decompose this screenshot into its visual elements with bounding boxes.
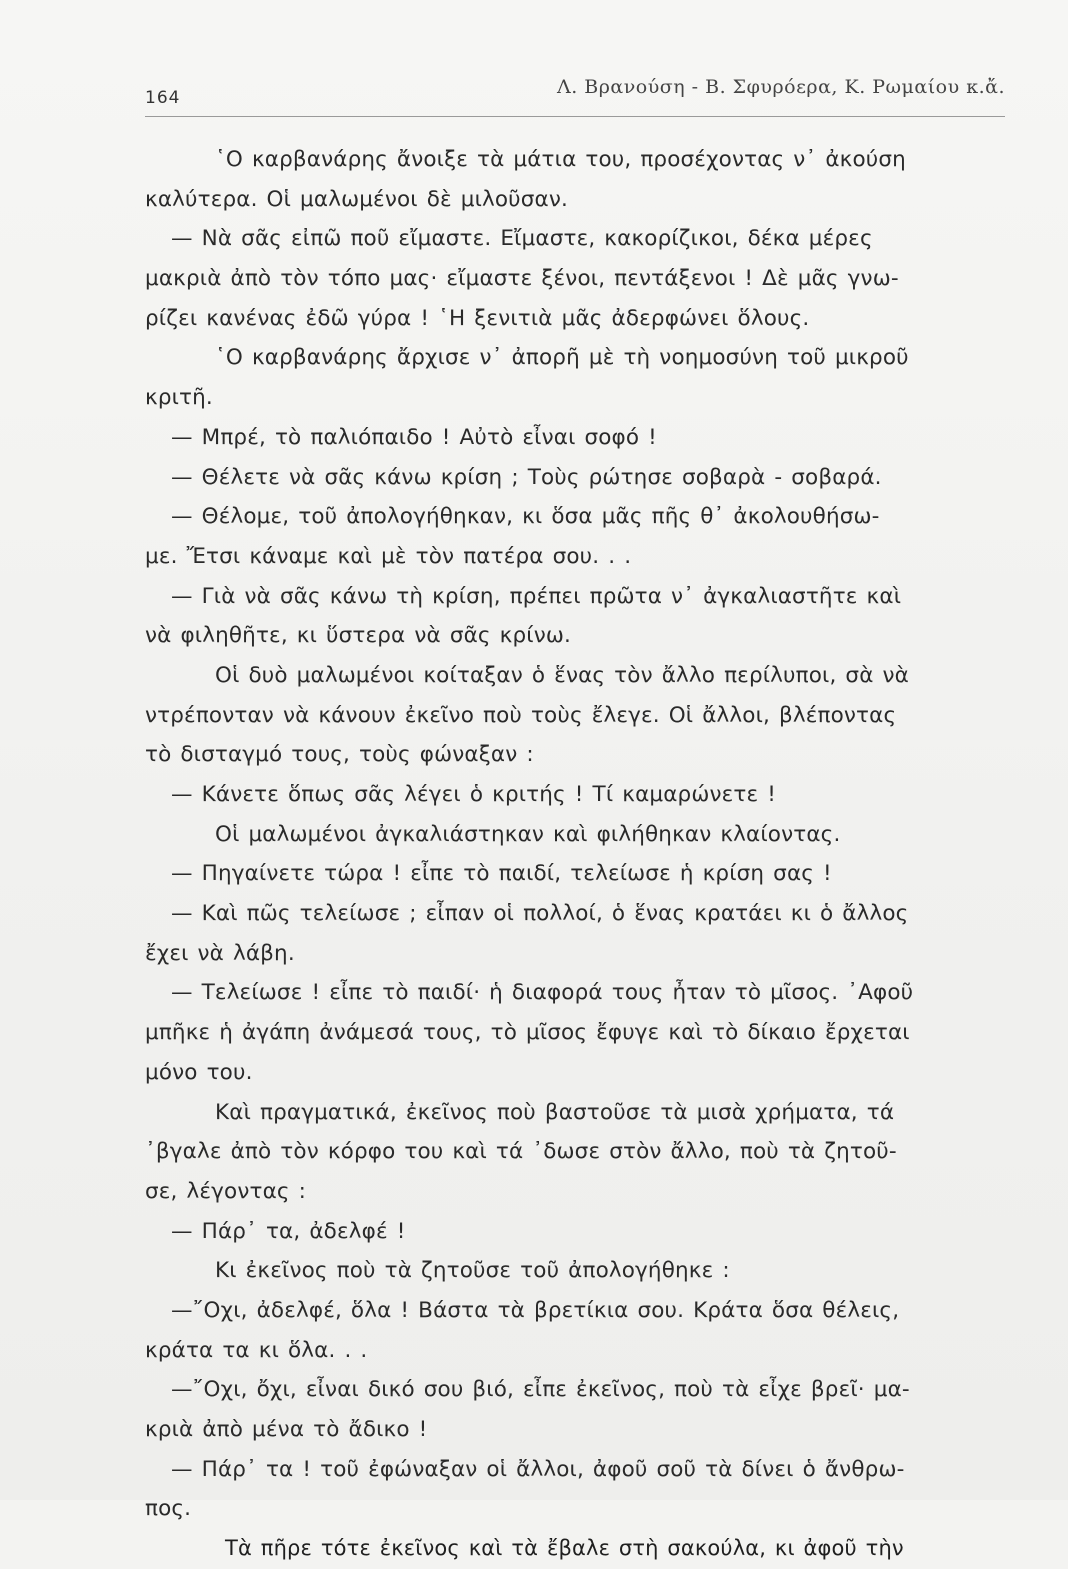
text-line: —῎Οχι, ἀδελφέ, ὅλα ! Βάστα τὰ βρετίκια σου. Κράτα ὅσα θέλεις, xyxy=(171,1297,900,1323)
text-line: ᾿βγαλε ἀπὸ τὸν κόρφο του καὶ τά ᾿δωσε στὸν ἄλλο, ποὺ τὰ ζητοῦ- xyxy=(145,1139,897,1165)
text-line: μακριὰ ἀπὸ τὸν τόπο μας· εἴμαστε ξένοι, πεντάξενοι ! Δὲ μᾶς γνω- xyxy=(145,266,899,292)
text-line: κριὰ ἀπὸ μένα τὸ ἄδικο ! xyxy=(145,1417,428,1442)
text-line: κράτα τα κι ὅλα. . . xyxy=(145,1337,368,1363)
body-text xyxy=(145,140,1015,1569)
text-line: — Γιὰ νὰ σᾶς κάνω τὴ κρίση, πρέπει πρῶτα ν᾿ ἀγκαλιαστῆτε καὶ xyxy=(171,583,902,609)
text-line: ἔχει νὰ λάβη. xyxy=(145,940,295,966)
text-line: καλύτερα. Οἱ μαλωμένοι δὲ μιλοῦσαν. xyxy=(145,186,569,212)
text-line: μόνο του. xyxy=(145,1059,253,1085)
text-line: Οἱ δυὸ μαλωμένοι κοίταξαν ὁ ἕνας τὸν ἄλλο περίλυποι, σὰ νὰ xyxy=(215,662,909,688)
text-line: ῾Ο καρβανάρης ἄνοιξε τὰ μάτια του, προσέχοντας ν᾿ ἀκούση xyxy=(215,147,906,172)
header-rule xyxy=(145,116,1005,117)
page-number: 164 xyxy=(145,88,181,108)
text-line: σε, λέγοντας : xyxy=(145,1178,307,1204)
text-line: — Πηγαίνετε τώρα ! εἶπε τὸ παιδί, τελείωσε ἡ κρίση σας ! xyxy=(171,861,832,887)
text-line: — Καὶ πῶς τελείωσε ; εἶπαν οἱ πολλοί, ὁ ἕνας κρατάει κι ὁ ἄλλος xyxy=(171,901,909,927)
text-line: πος. xyxy=(145,1496,192,1522)
page-header xyxy=(145,70,1005,110)
text-line: — Πάρ᾿ τα ! τοῦ ἐφώναξαν οἱ ἄλλοι, ἀφοῦ σοῦ τὰ δίνει ὁ ἄνθρω- xyxy=(171,1456,905,1482)
text-line: — Νὰ σᾶς εἰπῶ ποῦ εἴμαστε. Εἴμαστε, κακορίζικοι, δέκα μέρες xyxy=(171,226,873,252)
text-line: —῎Οχι, ὄχι, εἶναι δικό σου βιό, εἶπε ἐκεῖνος, ποὺ τὰ εἶχε βρεῖ· μα- xyxy=(171,1377,910,1403)
text-line: — Πάρ᾿ τα, ἀδελφέ ! xyxy=(171,1218,406,1244)
text-line: κριτῆ. xyxy=(145,385,213,411)
text-line: ντρέπονταν νὰ κάνουν ἐκεῖνο ποὺ τοὺς ἔλεγε. Οἱ ἄλλοι, βλέποντας xyxy=(145,702,897,728)
text-line: — Τελείωσε ! εἶπε τὸ παιδί· ἡ διαφορά τους ἦταν τὸ μῖσος. ᾿Αφοῦ xyxy=(171,980,914,1006)
text-line: νὰ φιληθῆτε, κι ὕστερα νὰ σᾶς κρίνω. xyxy=(145,623,572,649)
text-line: τὸ δισταγμό τους, τοὺς φώναξαν : xyxy=(145,742,534,768)
text-line: Κι ἐκεῖνος ποὺ τὰ ζητοῦσε τοῦ ἀπολογήθηκε : xyxy=(215,1258,730,1284)
text-line: Καὶ πραγματικά, ἐκεῖνος ποὺ βαστοῦσε τὰ μισὰ χρήματα, τά xyxy=(215,1099,895,1125)
text-line: με. Ἔτσι κάναμε καὶ μὲ τὸν πατέρα σου. . . xyxy=(145,543,632,569)
text-line: — Θέλομε, τοῦ ἀπολογήθηκαν, κι ὅσα μᾶς πῆς θ᾿ ἀκολουθήσω- xyxy=(171,504,880,530)
text-line: μπῆκε ἡ ἀγάπη ἀνάμεσά τους, τὸ μῖσος ἔφυγε καὶ τὸ δίκαιο ἔρχεται xyxy=(145,1020,910,1046)
text-line: ῾Ο καρβανάρης ἄρχισε ν᾿ ἀπορῆ μὲ τὴ νοημοσύνη τοῦ μικροῦ xyxy=(215,345,909,371)
text-line: — Κάνετε ὅπως σᾶς λέγει ὁ κριτής ! Τί καμαρώνετε ! xyxy=(171,782,777,807)
text-line: Οἱ μαλωμένοι ἀγκαλιάστηκαν καὶ φιλήθηκαν κλαίοντας. xyxy=(215,821,841,847)
text-line: Τὰ πῆρε τότε ἐκεῖνος καὶ τὰ ἔβαλε στὴ σακούλα, κι ἀφοῦ τὴν xyxy=(225,1536,904,1561)
text-line: — Θέλετε νὰ σᾶς κάνω κρίση ; Τοὺς ρώτησε σοβαρὰ - σοβαρά. xyxy=(171,464,882,490)
running-head: Λ. Βρανούση - Β. Σφυρόερα, Κ. Ρωμαίου κ.ἄ. xyxy=(556,76,1005,98)
text-line: — Μπρέ, τὸ παλιόπαιδο ! Αὐτὸ εἶναι σοφό ! xyxy=(171,424,657,450)
text-line: ρίζει κανένας ἐδῶ γύρα ! ῾Η ξενιτιὰ μᾶς ἀδερφώνει ὅλους. xyxy=(145,305,810,331)
